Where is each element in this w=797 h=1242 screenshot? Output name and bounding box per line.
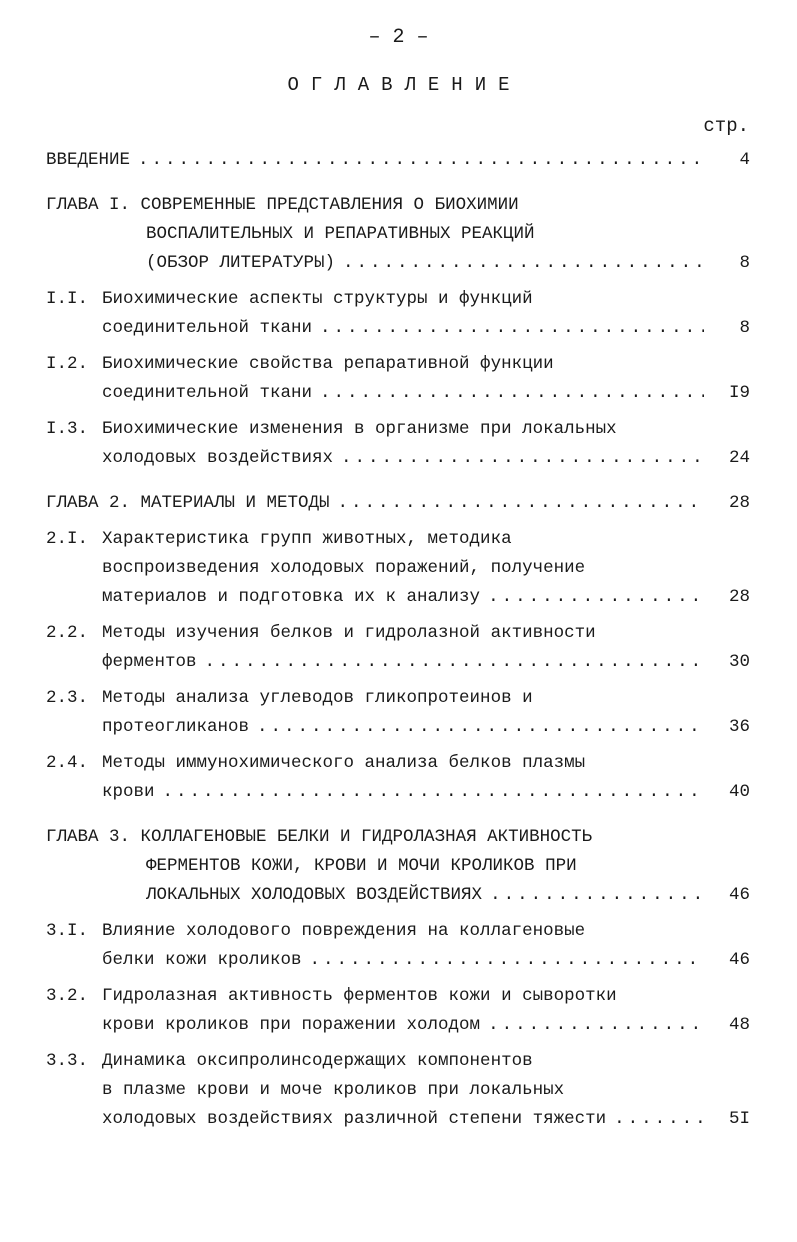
- toc-line-text: белки кожи кроликов: [102, 950, 302, 970]
- page-column-label: стр.: [703, 115, 749, 137]
- dot-leader: [138, 146, 704, 175]
- toc-line: [46, 146, 750, 175]
- section-number: 3.I.: [46, 921, 89, 941]
- toc-line-text: ГЛАВА I. СОВРЕМЕННЫЕ ПРЕДСТАВЛЕНИЯ О БИОХИМИИ: [46, 195, 519, 215]
- dot-leader: [343, 249, 704, 278]
- toc-line-text: материалов и подготовка их к анализу: [102, 587, 481, 607]
- toc-line-text: ЛОКАЛЬНЫХ ХОЛОДОВЫХ ВОЗДЕЙСТВИЯХ: [146, 885, 483, 905]
- toc-line-text: I.3. Биохимические изменения в организме при локальных: [46, 419, 617, 439]
- page-ref: 5I: [728, 1109, 750, 1129]
- page-ref: I9: [728, 383, 750, 403]
- toc-line-text: ВВЕДЕНИЕ: [46, 150, 131, 170]
- toc-entry: [46, 146, 750, 175]
- toc-line: [46, 778, 750, 807]
- toc-line: [46, 946, 750, 975]
- toc-line-text: ВОСПАЛИТЕЛЬНЫХ И РЕПАРАТИВНЫХ РЕАКЦИЙ: [146, 224, 535, 244]
- toc-line: [46, 1105, 750, 1134]
- toc-line: [46, 881, 750, 910]
- page-ref: 36: [728, 717, 750, 737]
- toc-line: [46, 982, 750, 1011]
- toc-line: [46, 648, 750, 677]
- toc-line: [46, 379, 750, 408]
- toc-line: [46, 249, 750, 278]
- toc-line: [46, 1076, 750, 1105]
- toc-line: [46, 1047, 750, 1076]
- page-ref: 46: [728, 885, 750, 905]
- toc-line: [46, 852, 750, 881]
- toc-line: [46, 823, 750, 852]
- toc-line-text: 2.3. Методы анализа углеводов гликопротеинов и: [46, 688, 533, 708]
- toc-entry: [46, 749, 750, 807]
- toc-line-text: соединительной ткани: [102, 383, 313, 403]
- dot-leader: [490, 881, 704, 910]
- toc-line-text: воспроизведения холодовых поражений, получение: [102, 558, 586, 578]
- toc-entry: [46, 917, 750, 975]
- section-number: 2.4.: [46, 753, 89, 773]
- page-ref: 24: [728, 448, 750, 468]
- page-ref: 28: [728, 493, 750, 513]
- toc-line-text: 2.2. Методы изучения белков и гидролазной активности: [46, 623, 596, 643]
- section-number: 3.2.: [46, 986, 89, 1006]
- toc-line: [46, 220, 750, 249]
- toc-line: [46, 1011, 750, 1040]
- dot-leader: [341, 444, 704, 473]
- toc-line: [46, 619, 750, 648]
- section-number: I.2.: [46, 354, 89, 374]
- dot-leader: [320, 314, 704, 343]
- toc-entry: [46, 350, 750, 408]
- toc-line-text: соединительной ткани: [102, 318, 313, 338]
- toc-line: [46, 713, 750, 742]
- dot-leader: [488, 1011, 704, 1040]
- dot-leader: [163, 778, 704, 807]
- page-ref: 40: [728, 782, 750, 802]
- section-number: I.3.: [46, 419, 89, 439]
- toc-line-text: 2.4. Методы иммунохимического анализа белков плазмы: [46, 753, 585, 773]
- toc-line: [46, 191, 750, 220]
- toc-line: [46, 525, 750, 554]
- toc-line: [46, 554, 750, 583]
- toc-entry: [46, 415, 750, 473]
- toc-line-text: в плазме крови и моче кроликов при локальных: [102, 1080, 565, 1100]
- toc-line-text: ГЛАВА 3. КОЛЛАГЕНОВЫЕ БЕЛКИ И ГИДРОЛАЗНАЯ АКТИВНОСТЬ: [46, 827, 593, 847]
- toc-line-text: ГЛАВА 2. МАТЕРИАЛЫ И МЕТОДЫ: [46, 493, 330, 513]
- page-title: ОГЛАВЛЕНИЕ: [287, 74, 522, 96]
- toc-line-text: 3.3. Динамика оксипролинсодержащих компонентов: [46, 1051, 533, 1071]
- toc-line-text: I.2. Биохимические свойства репаративной функции: [46, 354, 554, 374]
- section-number: 2.3.: [46, 688, 89, 708]
- toc-line-text: I.I. Биохимические аспекты структуры и функций: [46, 289, 533, 309]
- toc-line-text: крови: [102, 782, 155, 802]
- toc-line: [46, 444, 750, 473]
- toc-line: [46, 917, 750, 946]
- toc-entry: [46, 982, 750, 1040]
- toc-line: [46, 583, 750, 612]
- toc-line: [46, 314, 750, 343]
- toc-line-text: холодовых воздействиях: [102, 448, 334, 468]
- section-number: I.I.: [46, 289, 89, 309]
- toc-line: [46, 489, 750, 518]
- dot-leader: [205, 648, 704, 677]
- toc-entry: [46, 684, 750, 742]
- page-ref: 46: [728, 950, 750, 970]
- dot-leader: [488, 583, 704, 612]
- toc-entry: [46, 823, 750, 910]
- toc-entry: [46, 525, 750, 612]
- toc-line-text: холодовых воздействиях различной степени тяжести: [102, 1109, 607, 1129]
- toc-entry: [46, 489, 750, 518]
- toc-line-text: (ОБЗОР ЛИТЕРАТУРЫ): [146, 253, 336, 273]
- toc-entry: [46, 1047, 750, 1134]
- dot-leader: [257, 713, 704, 742]
- page-ref: 4: [739, 150, 750, 170]
- toc-list: [46, 146, 750, 1134]
- dot-leader: [310, 946, 704, 975]
- page-ref: 48: [728, 1015, 750, 1035]
- toc-line-text: ФЕРМЕНТОВ КОЖИ, КРОВИ И МОЧИ КРОЛИКОВ ПРИ: [146, 856, 577, 876]
- dot-leader: [338, 489, 704, 518]
- page-ref: 8: [739, 253, 750, 273]
- toc-line-text: 3.2. Гидролазная активность ферментов кожи и сыворотки: [46, 986, 617, 1006]
- toc-line: [46, 684, 750, 713]
- toc-entry: [46, 191, 750, 278]
- toc-line: [46, 415, 750, 444]
- section-number: 3.3.: [46, 1051, 89, 1071]
- toc-line-text: протеогликанов: [102, 717, 250, 737]
- page-number: – 2 –: [368, 26, 429, 49]
- toc-line-text: ферментов: [102, 652, 197, 672]
- toc-line-text: 2.I. Характеристика групп животных, методика: [46, 529, 512, 549]
- toc-line-text: 3.I. Влияние холодового повреждения на коллагеновые: [46, 921, 585, 941]
- dot-leader: [320, 379, 704, 408]
- toc-entry: [46, 285, 750, 343]
- toc-line: [46, 285, 750, 314]
- toc-line-text: крови кроликов при поражении холодом: [102, 1015, 481, 1035]
- toc-line: [46, 350, 750, 379]
- page-ref: 30: [728, 652, 750, 672]
- toc-entry: [46, 619, 750, 677]
- section-number: 2.2.: [46, 623, 89, 643]
- toc-line: [46, 749, 750, 778]
- page-ref: 8: [739, 318, 750, 338]
- page-ref: 28: [728, 587, 750, 607]
- dot-leader: [614, 1105, 704, 1134]
- section-number: 2.I.: [46, 529, 89, 549]
